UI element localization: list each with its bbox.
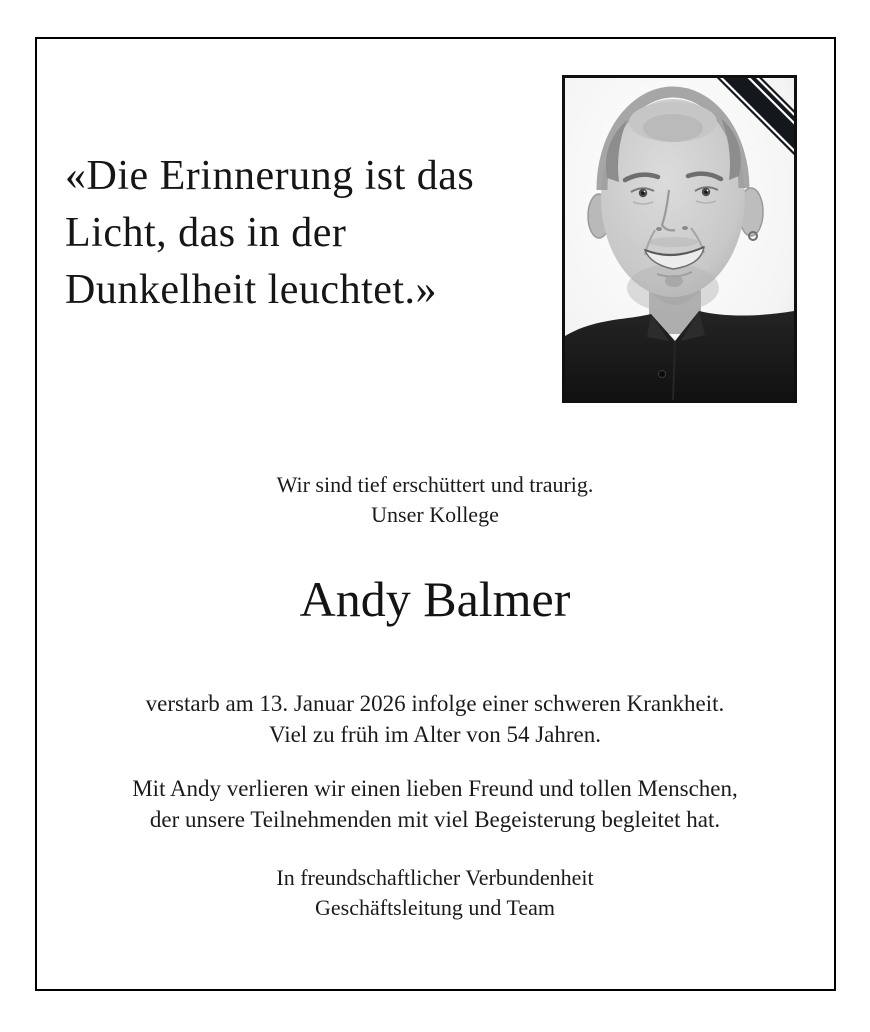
death-notice-line-1: verstarb am 13. Januar 2026 infolge einer schweren Krankheit. <box>145 691 725 716</box>
memorial-quote <box>65 148 535 319</box>
death-notice <box>0 688 870 750</box>
portrait-illustration <box>565 78 794 400</box>
quote-line-1: «Die Erinnerung ist das <box>65 153 475 199</box>
intro-text <box>0 470 870 530</box>
intro-line-1: Wir sind tief erschüttert und traurig. <box>276 472 594 497</box>
closing-line-1: In freundschaftlicher Verbundenheit <box>276 865 594 890</box>
closing-line-2: Geschäftsleitung und Team <box>315 895 555 920</box>
portrait-figure <box>565 78 794 400</box>
portrait-photo <box>562 75 797 403</box>
quote-line-3: Dunkelheit leuchtet.» <box>65 267 438 313</box>
quote-line-2: Licht, das in der <box>65 210 347 256</box>
closing-text <box>0 863 870 923</box>
deceased-name: Andy Balmer <box>299 571 571 627</box>
death-notice-line-2: Viel zu früh im Alter von 54 Jahren. <box>268 722 602 747</box>
tribute-line-2: der unsere Teilnehmenden mit viel Begeisterung begleitet hat. <box>149 807 721 832</box>
intro-line-2: Unser Kollege <box>371 502 499 527</box>
tribute-text <box>0 773 870 835</box>
tribute-line-1: Mit Andy verlieren wir einen lieben Freund und tollen Menschen, <box>132 776 738 801</box>
